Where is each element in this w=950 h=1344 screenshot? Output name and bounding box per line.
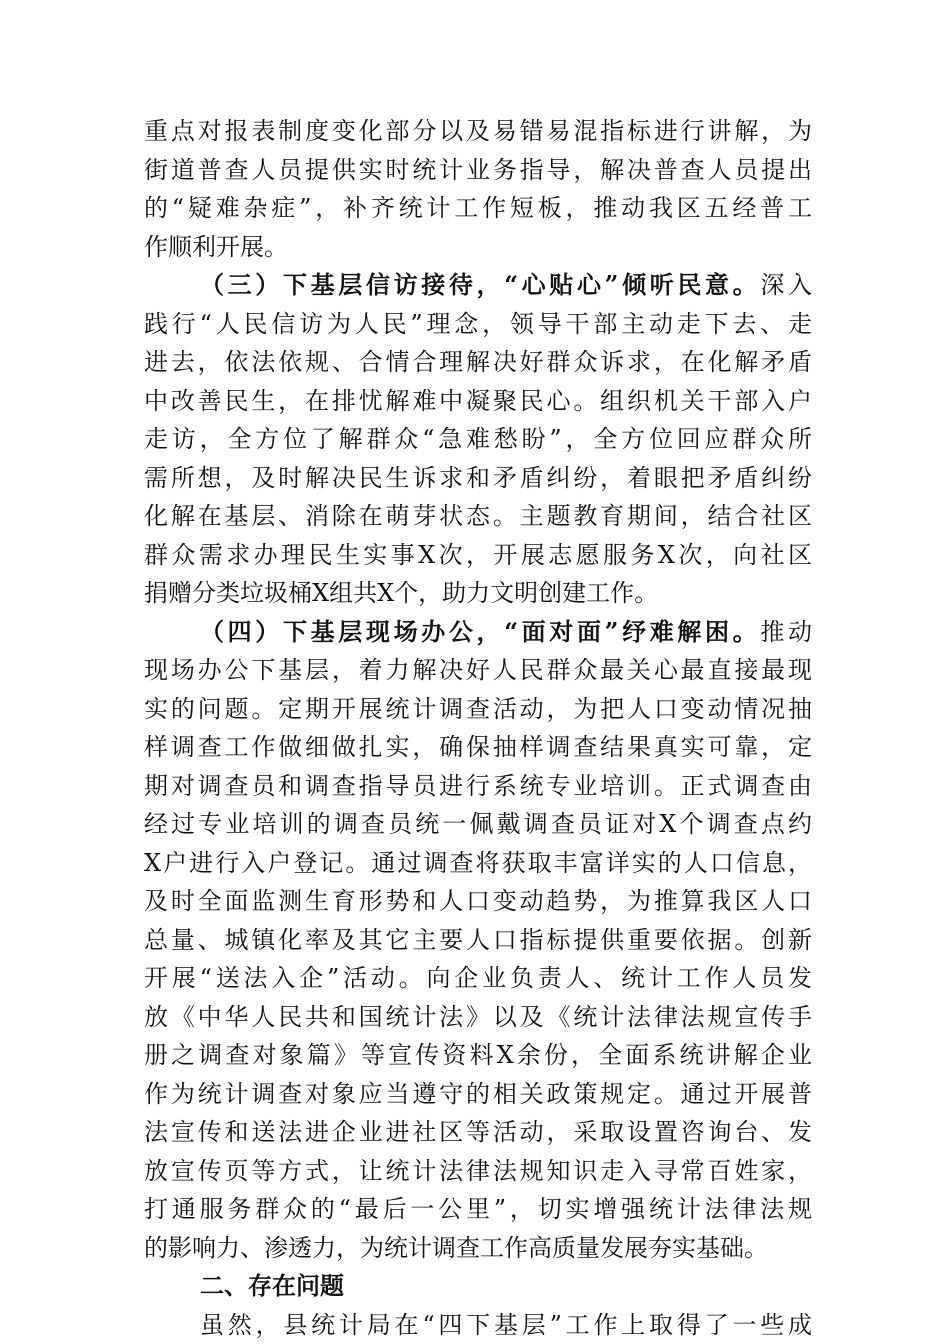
section-heading: 二、存在问题 [200,1272,344,1300]
text-line: 中改善民生，在排忧解难中凝聚民心。组织机关干部入户 [144,386,812,415]
text-line: 街道普查人员提供实时统计业务指导，解决普查人员提出 [144,155,812,184]
paragraph-first-line [144,613,812,652]
text-line: 践行“人民信访为人民”理念，领导干部主动走下去、走 [144,309,812,338]
text-line: 放《中华人民共和国统计法》以及《统计法律法规宣传手 [144,1002,812,1031]
text-line: 重点对报表制度变化部分以及易错易混指标进行讲解，为 [144,117,812,145]
text-line: 捐赠分类垃圾桶X组共X个，助力文明创建工作。 [144,579,659,607]
text-fragment: 深入 [760,271,813,299]
text-line: 开展“送法入企”活动。向企业负责人、统计工作人员发 [144,964,812,992]
text-line: 放宣传页等方式，让统计法律法规知识走入寻常百姓家， [144,1156,812,1185]
document-page [144,112,812,1344]
text-line: X户进行入户登记。通过调查将获取丰富详实的人口信息， [144,848,812,877]
text-fragment: 推动 [760,617,813,646]
text-line: 作顺利开展。 [144,232,288,261]
paragraph-section-4 [144,613,812,1268]
text-line: 需所想，及时解决民生诉求和矛盾纠纷，着眼把矛盾纠纷 [144,463,812,492]
text-line: 的“疑难杂症”，补齐统计工作短板，推动我区五经普工 [144,194,812,222]
paragraph-continuation [144,112,812,266]
text-line: 册之调查对象篇》等宣传资料X余份，全面系统讲解企业 [144,1041,812,1069]
text-line: 打通服务群众的“最后一公里”，切实增强统计法律法规 [144,1195,812,1223]
text-line: 法宣传和送法进企业进社区等活动，采取设置咨询台、发 [144,1118,812,1146]
text-line: 化解在基层、消除在萌芽状态。主题教育期间，结合社区 [144,502,812,530]
paragraph-first-line [144,266,812,305]
section-lead-4: （四）下基层现场办公，“面对面”纾难解困。 [200,616,761,646]
paragraph-first-line: 虽然，县统计局在“四下基层”工作上取得了一些成 [200,1310,812,1339]
text-line: 作为统计调查对象应当遵守的相关政策规定。通过开展普 [144,1079,812,1108]
paragraph-section-3 [144,266,812,613]
text-line: 及时全面监测生育形势和人口变动趋势，为推算我区人口 [144,887,812,915]
text-line: 进去，依法依规、合情合理解决好群众诉求，在化解矛盾 [144,348,812,376]
text-line: 现场办公下基层，着力解决好人民群众最关心最直接最现 [144,656,812,684]
text-line: 经过专业培训的调查员统一佩戴调查员证对X个调查点约 [144,810,812,838]
text-line: 群众需求办理民生实事X次，开展志愿服务X次，向社区 [144,540,812,569]
section-lead-3: （三）下基层信访接待，“心贴心”倾听民意。 [200,270,761,299]
text-line: 实的问题。定期开展统计调查活动，为把人口变动情况抽 [144,694,812,723]
text-line: 总量、城镇化率及其它主要人口指标提供重要依据。创新 [144,925,812,954]
text-line: 期对调查员和调查指导员进行系统专业培训。正式调查由 [144,771,812,800]
text-line: 样调查工作做细做扎实，确保抽样调查结果真实可靠，定 [144,733,812,761]
text-line: 的影响力、渗透力，为统计调查工作高质量发展夯实基础。 [144,1233,768,1262]
text-line: 走访，全方位了解群众“急难愁盼”，全方位回应群众所 [144,425,812,453]
